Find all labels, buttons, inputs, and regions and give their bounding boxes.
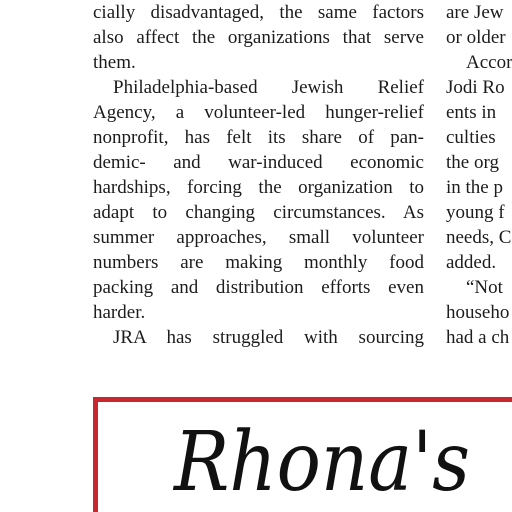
text-line: demic- and war-induced economic — [93, 152, 424, 173]
text-line: culties — [446, 127, 496, 148]
article-column-right — [446, 0, 512, 350]
text-line: them. — [93, 52, 136, 73]
text-line: numbers are making monthly food — [93, 252, 424, 273]
text-line: Philadelphia-based Jewish Relief — [113, 77, 424, 98]
text-line: ents in — [446, 102, 497, 123]
rhonas-logo — [170, 412, 480, 512]
text-line: had a ch — [446, 327, 510, 348]
text-line: Agency, a volunteer-led hunger-relief — [93, 102, 424, 123]
text-line: also affect the organizations that serve — [93, 27, 424, 48]
text-line: are Jew — [446, 2, 504, 23]
text-line: young f — [446, 202, 505, 223]
text-line: JRA has struggled with sourcing — [113, 327, 424, 348]
text-line: in the p — [446, 177, 503, 198]
advertisement-box — [93, 397, 512, 512]
text-line: househo — [446, 302, 510, 323]
text-line: Jodi Ro — [446, 77, 505, 98]
text-line: summer approaches, small volunteer — [93, 227, 424, 248]
article-column-left — [93, 0, 424, 350]
text-line: or older — [446, 27, 506, 48]
text-line: Accor — [466, 52, 512, 73]
text-line: added. — [446, 252, 497, 273]
text-line: hardships, forcing the organization to — [93, 177, 424, 198]
text-line: harder. — [93, 302, 146, 323]
text-line: nonprofit, has felt its share of pan- — [93, 127, 424, 148]
text-line: “Not — [466, 277, 503, 298]
text-line: packing and distribution efforts even — [93, 277, 424, 298]
rhonas-logo-text: Rhona's — [172, 415, 471, 510]
text-line: the org — [446, 152, 499, 173]
text-line: adapt to changing circumstances. As — [93, 202, 424, 223]
text-line: needs, C — [446, 227, 512, 248]
text-line: cially disadvantaged, the same factors — [93, 2, 424, 23]
